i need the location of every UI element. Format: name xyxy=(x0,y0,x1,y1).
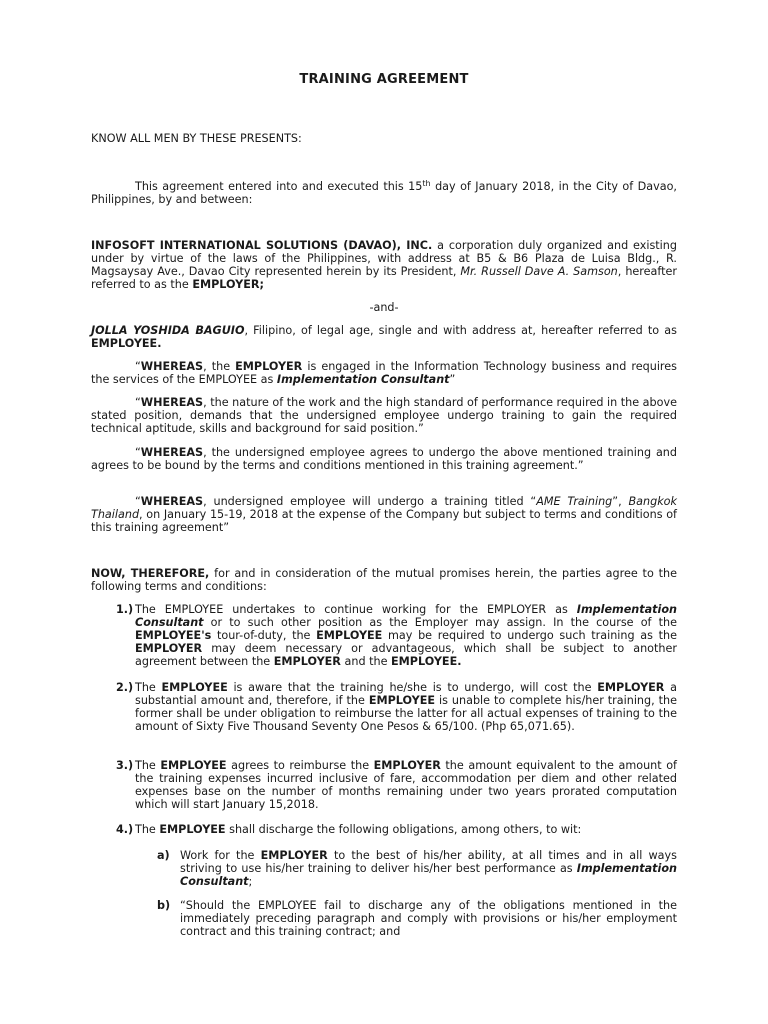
whereas-clause-4: “WHEREAS, undersigned employee will undergo a training titled “AME Training”, Bangkok Thailand, on January 15-19, 2018 at the expense of the Company but subject to terms and conditions of this training agreement” xyxy=(91,495,677,534)
obligation-text: “Should the EMPLOYEE fail to discharge any of the obligations mentioned in the immediately preceding paragraph and comply with provisions or his/her employment contract and this training contract; and xyxy=(180,899,677,938)
item-text: The EMPLOYEE undertakes to continue working for the EMPLOYER as Implementation Consultant or to such other position as the Employer may assign. In the course of the EMPLOYEE's tour-of-duty, the EMPLOYEE may be required to undergo such training as the EMPLOYER may deem necessary or advantageous, which shall be subject to another agreement between the EMPLOYER and the EMPLOYEE. xyxy=(135,603,677,668)
document-title: TRAINING AGREEMENT xyxy=(299,72,469,87)
term-item-4 xyxy=(116,823,677,836)
item-text: The EMPLOYEE shall discharge the following obligations, among others, to wit: xyxy=(135,823,582,836)
and-separator: -and- xyxy=(369,301,399,314)
obligation-a xyxy=(157,849,677,888)
now-therefore-paragraph: NOW, THEREFORE, for and in consideration of the mutual promises herein, the parties agree to the following terms and conditions: xyxy=(91,567,678,593)
training-title: AME Training xyxy=(536,495,613,508)
obligation-text: Work for the EMPLOYER to the best of his/her ability, at all times and in all ways striving to use his/her training to deliver his/her best performance as Implementation Consultant; xyxy=(180,849,677,888)
ordinal-suffix: th xyxy=(422,179,431,188)
item-text: The EMPLOYEE agrees to reimburse the EMPLOYER the amount equivalent to the amount of the training expenses incurred inclusive of fare, accommodation per diem and other related expenses base on the number of months remaining under two years prorated computation which will start January 15,2018. xyxy=(135,759,677,811)
employee-paragraph: JOLLA YOSHIDA BAGUIO, Filipino, of legal age, single and with address at, hereafter referred to as EMPLOYEE. xyxy=(91,324,677,350)
obligation-letter: a) xyxy=(157,849,170,862)
intro-paragraph: This agreement entered into and executed this 15th day of January 2018, in the City of Davao, Philippines, by and between: xyxy=(91,179,677,206)
employer-paragraph: INFOSOFT INTERNATIONAL SOLUTIONS (DAVAO), INC. a corporation duly organized and existing under by virtue of the laws of the Philippines, with address at B5 & B6 Plaza de Luisa Bldg., R. Magsaysay Ave., Davao City represented herein by its President, Mr. Russell Dave A. Samson, hereafter referred to as the EMPLOYER; xyxy=(91,239,678,291)
whereas-clause-2: “WHEREAS, the nature of the work and the high standard of performance required in the above stated position, demands that the undersigned employee undergo training to gain the required technical aptitude, skills and background for said position.” xyxy=(91,396,677,435)
term-item-3 xyxy=(116,759,677,811)
know-all-men-line: KNOW ALL MEN BY THESE PRESENTS: xyxy=(91,132,302,145)
president-name: Mr. Russell Dave A. Samson xyxy=(460,265,618,278)
obligation-letter: b) xyxy=(157,899,171,912)
item-text: The EMPLOYEE is aware that the training he/she is to undergo, will cost the EMPLOYER a substantial amount and, therefore, if the EMPLOYEE is unable to complete his/her training, the former shall be under obligation to reimburse the latter for all actual expenses of training to the amount of Sixty Five Thousand Seventy One Pesos & 65/100. (Php 65,071.65). xyxy=(135,681,678,733)
employee-name: JOLLA YOSHIDA BAGUIO xyxy=(91,324,245,337)
obligation-b xyxy=(157,899,677,938)
whereas-clause-1: “WHEREAS, the EMPLOYER is engaged in the Information Technology business and requires the services of the EMPLOYEE as Implementation Consultant” xyxy=(91,360,677,386)
company-name: INFOSOFT INTERNATIONAL SOLUTIONS (DAVAO), INC. xyxy=(91,239,433,252)
position-title: Implementation Consultant xyxy=(276,373,450,386)
term-item-2 xyxy=(116,681,677,733)
whereas-clause-3: “WHEREAS, the undersigned employee agrees to undergo the above mentioned training and agrees to be bound by the terms and conditions mentioned in this training agreement.” xyxy=(91,446,677,472)
item-number: 4.) xyxy=(116,823,134,836)
item-number: 3.) xyxy=(116,759,134,772)
term-item-1 xyxy=(116,603,677,668)
item-number: 1.) xyxy=(116,603,134,616)
item-number: 2.) xyxy=(116,681,134,694)
training-location: Bangkok Thailand xyxy=(91,495,677,521)
